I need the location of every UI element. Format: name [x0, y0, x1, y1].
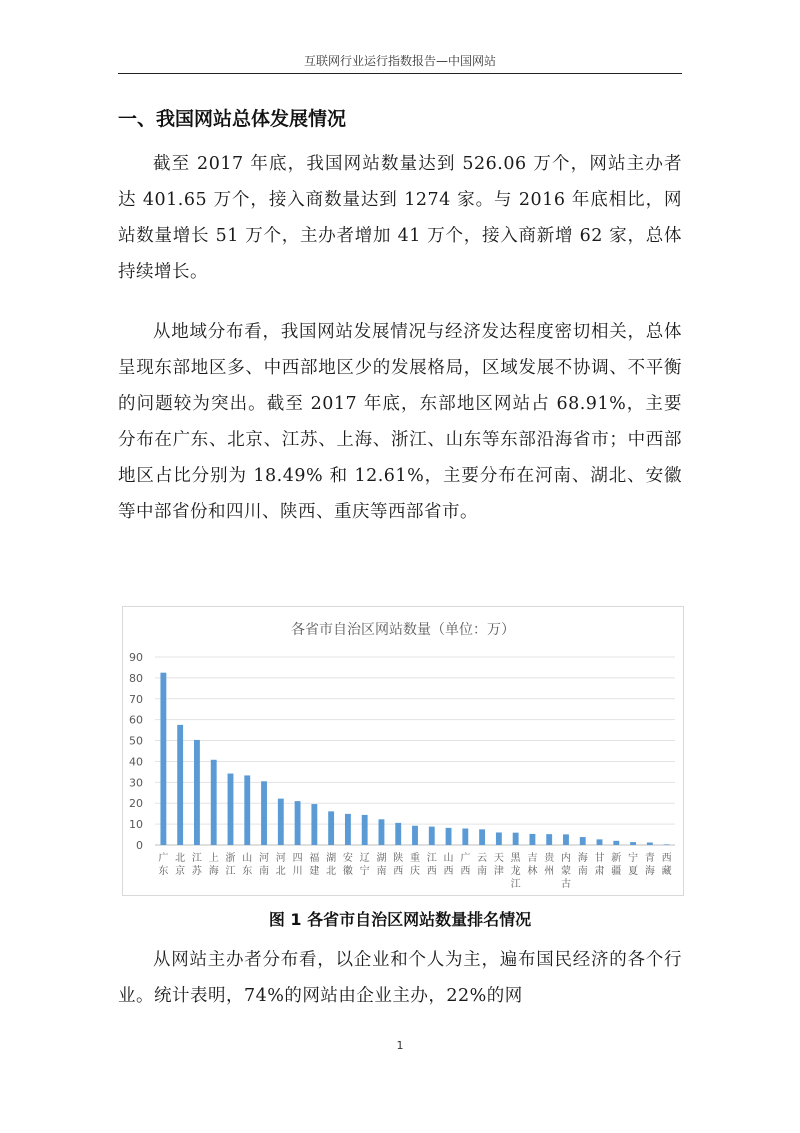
bar [462, 828, 468, 845]
bar [395, 823, 401, 845]
x-tick-label: 广西 [460, 853, 471, 877]
paragraph-1: 截至 2017 年底，我国网站数量达到 526.06 万个，网站主办者达 401.65 万个，接入商数量达到 1274 家。与 2016 年底相比，网站数量增长 51 万个，主办者增加 41 万个，接入商新增 62 家，总体持续增长。 [118, 154, 682, 282]
bar [546, 834, 552, 845]
bar [613, 841, 619, 845]
x-tick-label: 江苏 [191, 853, 202, 877]
x-tick-label: 四川 [292, 853, 303, 877]
bar [295, 801, 301, 845]
bar-chart-svg [123, 607, 683, 895]
x-tick-label: 山西 [443, 853, 454, 877]
bar [177, 725, 183, 845]
bar [160, 673, 166, 845]
bar [630, 842, 636, 845]
bar-chart [122, 606, 684, 896]
bar [278, 799, 284, 845]
y-tick-label: 10 [129, 818, 143, 832]
bar [664, 844, 670, 845]
x-tick-label: 辽宁 [359, 853, 370, 877]
bar [529, 834, 535, 845]
y-tick-label: 40 [129, 755, 143, 769]
x-tick-label: 云南 [477, 853, 488, 877]
x-tick-label: 黑龙江 [510, 853, 521, 890]
y-tick-label: 80 [129, 671, 143, 685]
x-tick-label: 上海 [208, 853, 219, 877]
bar [429, 827, 435, 845]
bar [513, 833, 519, 845]
bar [496, 832, 502, 845]
bar [362, 815, 368, 845]
bar [194, 740, 200, 845]
y-tick-label: 50 [129, 734, 143, 748]
bar [580, 837, 586, 845]
bar [479, 829, 485, 845]
x-tick-label: 安徽 [342, 853, 353, 877]
figure-caption: 图 1 各省市自治区网站数量排名情况 [268, 910, 532, 929]
page-number: 1 [396, 1039, 404, 1052]
x-tick-label: 福建 [309, 853, 320, 877]
y-tick-label: 90 [129, 651, 143, 664]
x-tick-label: 贵州 [544, 853, 555, 877]
x-tick-label: 吉林 [527, 853, 538, 877]
x-tick-label: 宁夏 [628, 853, 639, 877]
y-tick-label: 20 [129, 797, 143, 811]
x-tick-label: 西藏 [661, 853, 672, 877]
x-tick-label: 河北 [275, 853, 286, 877]
x-tick-label: 天津 [493, 853, 504, 877]
chart-y-axis [129, 651, 143, 852]
x-tick-label: 广东 [158, 853, 169, 877]
bar [261, 781, 267, 845]
bar [412, 826, 418, 845]
x-tick-label: 河南 [259, 853, 270, 877]
y-tick-label: 70 [129, 692, 143, 706]
chart-x-axis [158, 851, 671, 890]
bar [563, 834, 569, 845]
y-tick-label: 30 [129, 776, 143, 790]
x-tick-label: 重庆 [410, 853, 420, 877]
running-header: 互联网行业运行指数报告—中国网站 [303, 54, 496, 68]
x-tick-label: 青海 [644, 853, 655, 877]
x-tick-label: 新疆 [611, 853, 622, 877]
x-tick-label: 陕西 [393, 853, 404, 877]
x-tick-label: 海南 [577, 853, 588, 877]
x-tick-label: 湖南 [376, 853, 387, 877]
bar [647, 842, 653, 845]
bar [228, 774, 234, 845]
bar [345, 814, 351, 845]
x-tick-label: 山东 [242, 853, 253, 877]
bar [597, 839, 603, 845]
x-tick-label: 内蒙古 [560, 853, 571, 890]
bar [244, 775, 250, 845]
x-tick-label: 湖北 [326, 853, 337, 877]
header-rule [118, 73, 682, 74]
x-tick-label: 江西 [426, 853, 437, 877]
x-tick-label: 北京 [175, 853, 186, 877]
x-tick-label: 甘肃 [594, 853, 605, 877]
bar [379, 819, 385, 845]
paragraph-2: 从地域分布看，我国网站发展情况与经济发达程度密切相关，总体呈现东部地区多、中西部地区少的发展格局，区域发展不协调、不平衡的问题较为突出。截至 2017 年底，东部地区网站占 68.91%，主要分布在广东、北京、江苏、上海、浙江、山东等东部沿海省市；中西部地区占比分别为 18.49% 和 12.61%，主要分布在河南、湖北、安徽等中部省份和四川、陕西、重庆等西部省市。 [118, 322, 682, 522]
paragraph-3: 从网站主办者分布看，以企业和个人为主，遍布国民经济的各个行业。统计表明，74%的网站由企业主办，22%的网 [118, 950, 682, 1006]
bar [211, 760, 217, 845]
y-tick-label: 60 [129, 713, 143, 727]
section-title: 一、我国网站总体发展情况 [118, 108, 347, 130]
chart-title: 各省市自治区网站数量（单位：万） [291, 622, 515, 638]
x-tick-label: 浙江 [225, 853, 236, 877]
bar [446, 828, 452, 845]
bar [311, 804, 317, 845]
y-tick-label: 0 [136, 839, 143, 852]
bar [328, 811, 334, 845]
